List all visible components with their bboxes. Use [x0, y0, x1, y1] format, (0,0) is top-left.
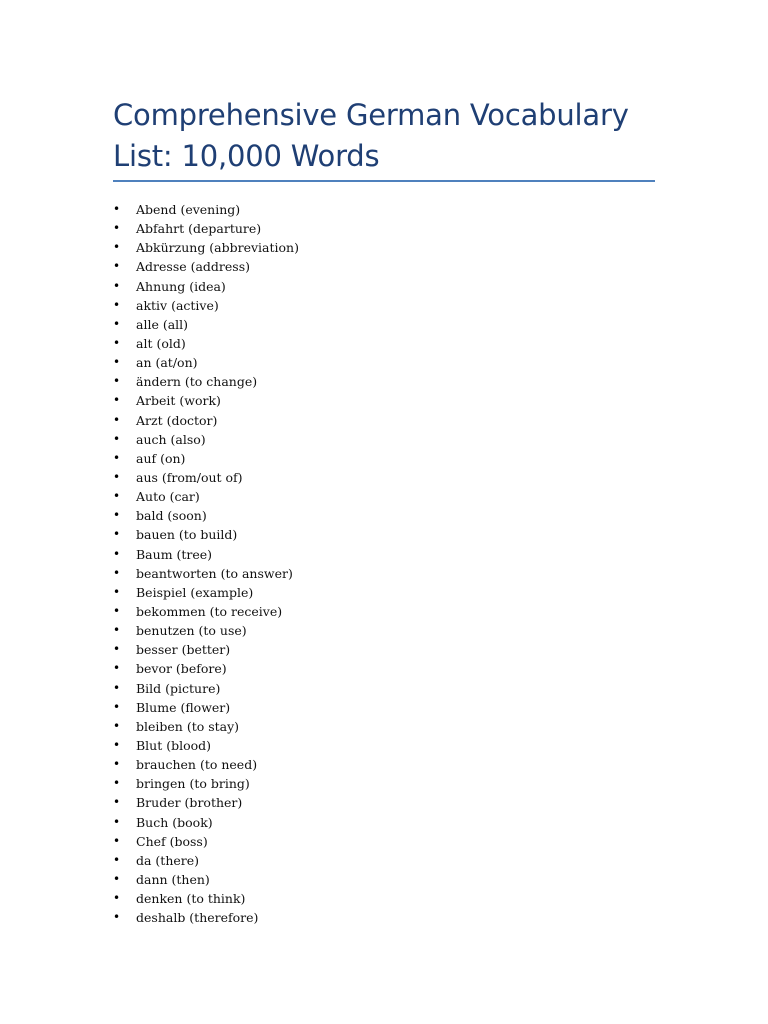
list-item — [113, 774, 299, 793]
vocabulary-entry: auf (on) — [136, 450, 186, 466]
list-item — [113, 219, 299, 238]
list-item — [113, 851, 299, 870]
bullet-icon: • — [113, 202, 121, 216]
vocabulary-entry: an (at/on) — [136, 355, 198, 371]
list-item — [113, 640, 299, 659]
vocabulary-entry: Abend (evening) — [136, 202, 241, 217]
bullet-icon: • — [113, 795, 121, 810]
list-item — [113, 621, 299, 640]
vocabulary-entry: alt (old) — [136, 335, 186, 351]
vocabulary-entry: Auto (car) — [136, 489, 200, 505]
bullet-icon: • — [113, 565, 121, 580]
vocabulary-entry: Adresse (address) — [136, 259, 251, 275]
bullet-icon: • — [113, 450, 121, 465]
bullet-icon: • — [113, 355, 121, 370]
list-item — [113, 200, 299, 219]
bullet-icon: • — [113, 814, 121, 829]
bullet-icon: • — [113, 278, 121, 293]
vocabulary-entry: bald (soon) — [136, 508, 207, 524]
bullet-icon: • — [113, 661, 121, 676]
vocabulary-entry: denken (to think) — [136, 891, 246, 907]
vocabulary-entry: Blume (flower) — [136, 699, 231, 715]
bullet-icon: • — [113, 757, 121, 772]
bullet-icon: • — [113, 508, 121, 523]
vocabulary-entry: Abfahrt (departure) — [136, 221, 262, 237]
list-item — [113, 698, 299, 717]
bullet-icon: • — [113, 297, 121, 312]
bullet-icon: • — [113, 603, 121, 618]
bullet-icon: • — [113, 833, 121, 848]
bullet-icon: • — [113, 871, 121, 886]
list-item — [113, 755, 299, 774]
bullet-icon: • — [113, 374, 121, 389]
list-item — [113, 525, 299, 544]
bullet-icon: • — [113, 546, 121, 561]
bullet-icon: • — [113, 316, 121, 331]
bullet-icon: • — [113, 335, 121, 350]
bullet-icon: • — [113, 240, 121, 255]
bullet-icon: • — [113, 412, 121, 427]
vocabulary-entry: bevor (before) — [136, 661, 227, 677]
list-item — [113, 870, 299, 889]
list-item — [113, 487, 299, 506]
vocabulary-list — [113, 200, 299, 927]
list-item — [113, 793, 299, 812]
list-item — [113, 372, 299, 391]
list-item — [113, 813, 299, 832]
list-item — [113, 564, 299, 583]
list-item — [113, 353, 299, 372]
bullet-icon: • — [113, 680, 121, 695]
vocabulary-entry: dann (then) — [136, 871, 210, 887]
vocabulary-entry: Chef (boss) — [136, 833, 208, 849]
list-item — [113, 334, 299, 353]
vocabulary-entry: auch (also) — [136, 431, 206, 447]
title-underline — [113, 180, 655, 182]
list-item — [113, 889, 299, 908]
vocabulary-entry: aus (from/out of) — [136, 469, 243, 485]
bullet-icon: • — [113, 393, 121, 408]
list-item — [113, 277, 299, 296]
list-item — [113, 545, 299, 564]
vocabulary-entry: Buch (book) — [136, 814, 213, 830]
bullet-icon: • — [113, 527, 121, 542]
bullet-icon: • — [113, 259, 121, 274]
bullet-icon: • — [113, 489, 121, 504]
list-item — [113, 736, 299, 755]
vocabulary-entry: Ahnung (idea) — [136, 278, 226, 294]
bullet-icon: • — [113, 221, 121, 236]
bullet-icon: • — [113, 737, 121, 752]
bullet-icon: • — [113, 623, 121, 638]
vocabulary-entry: deshalb (therefore) — [136, 910, 259, 926]
vocabulary-entry: beantworten (to answer) — [136, 565, 293, 581]
bullet-icon: • — [113, 910, 121, 925]
list-item — [113, 717, 299, 736]
list-item — [113, 506, 299, 525]
bullet-icon: • — [113, 699, 121, 714]
vocabulary-entry: Bild (picture) — [136, 680, 221, 696]
list-item — [113, 659, 299, 678]
list-item — [113, 411, 299, 430]
vocabulary-entry: Blut (blood) — [136, 737, 212, 753]
list-item — [113, 468, 299, 487]
bullet-icon: • — [113, 852, 121, 867]
bullet-icon: • — [113, 584, 121, 599]
list-item — [113, 238, 299, 257]
vocabulary-entry: Arzt (doctor) — [136, 412, 218, 428]
list-item — [113, 602, 299, 621]
bullet-icon: • — [113, 776, 121, 791]
vocabulary-entry: Baum (tree) — [136, 546, 213, 562]
list-item — [113, 430, 299, 449]
page-title: Comprehensive German Vocabulary List: 10,000 Words — [113, 98, 629, 173]
list-item — [113, 391, 299, 410]
list-item — [113, 296, 299, 315]
vocabulary-entry: Abkürzung (abbreviation) — [136, 240, 299, 256]
vocabulary-entry: aktiv (active) — [136, 297, 219, 313]
bullet-icon: • — [113, 718, 121, 733]
list-item — [113, 449, 299, 468]
vocabulary-entry: benutzen (to use) — [136, 623, 247, 639]
vocabulary-entry: Beispiel (example) — [136, 584, 254, 600]
vocabulary-entry: bauen (to build) — [136, 527, 238, 543]
vocabulary-entry: bekommen (to receive) — [136, 603, 283, 619]
list-item — [113, 908, 299, 927]
vocabulary-entry: bringen (to bring) — [136, 776, 250, 792]
bullet-icon: • — [113, 431, 121, 446]
bullet-icon: • — [113, 469, 121, 484]
vocabulary-entry: Bruder (brother) — [136, 795, 243, 811]
bullet-icon: • — [113, 642, 121, 657]
list-item — [113, 679, 299, 698]
bullet-icon: • — [113, 891, 121, 906]
list-item — [113, 583, 299, 602]
list-item — [113, 257, 299, 276]
list-item — [113, 832, 299, 851]
vocabulary-entry: da (there) — [136, 852, 200, 868]
vocabulary-entry: ändern (to change) — [136, 374, 258, 390]
list-item — [113, 315, 299, 334]
vocabulary-entry: brauchen (to need) — [136, 757, 258, 773]
vocabulary-entry: bleiben (to stay) — [136, 718, 240, 734]
vocabulary-entry: besser (better) — [136, 642, 231, 658]
vocabulary-entry: Arbeit (work) — [136, 393, 221, 409]
vocabulary-entry: alle (all) — [136, 316, 189, 332]
